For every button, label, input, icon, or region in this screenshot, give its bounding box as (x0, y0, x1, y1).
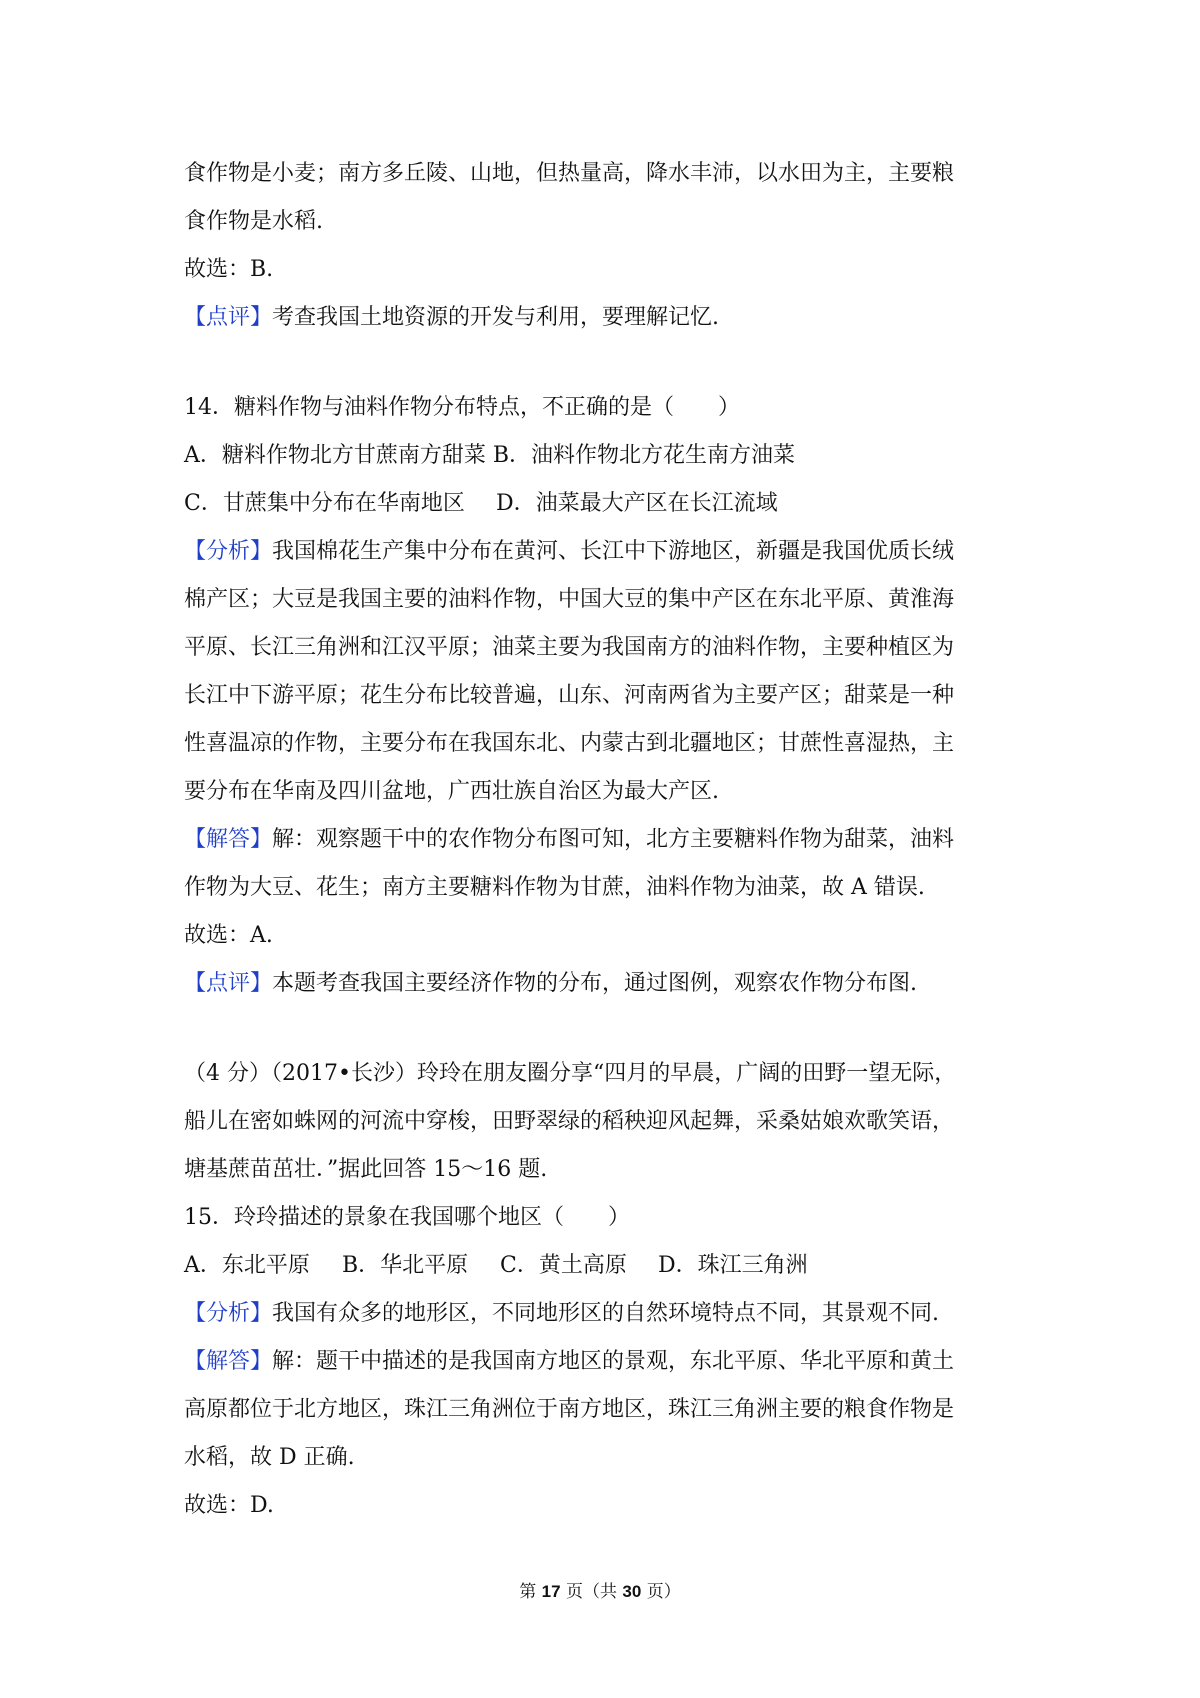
analysis-text: 长江中下游平原；花生分布比较普遍，山东、河南两省为主要产区；甜菜是一种 (184, 683, 955, 708)
analysis-text: 平原、长江三角洲和江汉平原；油菜主要为我国南方的油料作物，主要种植区为 (184, 635, 955, 660)
intro-line: 塘基蔗苗茁壮．”据此回答 15～16 题. (184, 1157, 548, 1182)
option-c: C．黄土高原 (500, 1253, 627, 1278)
analysis-tag: 【分析】 (184, 539, 273, 564)
answer-line (184, 816, 1024, 864)
answer-text: 水稻，故 D 正确. (184, 1445, 355, 1470)
analysis-line (184, 1290, 1024, 1338)
footer-middle: 页（共 (566, 1582, 617, 1602)
option-a: A．糖料作物北方甘蔗南方甜菜 (184, 443, 486, 468)
analysis-line (184, 528, 1024, 576)
answer-tag: 【解答】 (184, 827, 273, 852)
review-tag: 【点评】 (184, 305, 273, 330)
question-14-options-ab (184, 432, 1024, 480)
text-line: 食作物是水稻. (184, 209, 323, 234)
footer-suffix: 页） (646, 1582, 681, 1602)
question-15-options (184, 1242, 1024, 1290)
answer-text: 解：题干中描述的是我国南方地区的景观，东北平原、华北平原和黄土 (272, 1349, 955, 1374)
answer-text: 作物为大豆、花生；南方主要糖料作物为甘蔗，油料作物为油菜，故 A 错误. (184, 875, 925, 900)
question-14-options-cd (184, 480, 1024, 528)
option-b: B．油料作物北方花生南方油菜 (492, 443, 796, 468)
review-line (184, 960, 1024, 1008)
page-total: 30 (622, 1582, 642, 1601)
intro-line: 船儿在密如蛛网的河流中穿梭，田野翠绿的稻秧迎风起舞，采桑姑娘欢歌笑语， (184, 1109, 955, 1134)
answer-text: 解：观察题干中的农作物分布图可知，北方主要糖料作物为甜菜，油料 (272, 827, 955, 852)
analysis-text: 棉产区；大豆是我国主要的油料作物，中国大豆的集中产区在东北平原、黄淮海 (184, 587, 955, 612)
answer-text: 高原都位于北方地区，珠江三角洲位于南方地区，珠江三角洲主要的粮食作物是 (184, 1397, 955, 1422)
footer-prefix: 第 (519, 1582, 537, 1602)
page-content (184, 150, 1024, 1530)
question-15-stem: 15．玲玲描述的景象在我国哪个地区（ ） (184, 1205, 630, 1230)
option-d: D．油菜最大产区在长江流域 (496, 491, 778, 516)
choice-line: 故选：D. (184, 1493, 274, 1518)
review-text: 考查我国土地资源的开发与利用，要理解记忆. (272, 305, 720, 330)
question-14-stem: 14．糖料作物与油料作物分布特点，不正确的是（ ） (184, 395, 740, 420)
option-c: C．甘蔗集中分布在华南地区 (184, 491, 465, 516)
review-line (184, 294, 1024, 342)
page-footer (0, 1577, 1200, 1602)
page-number: 17 (541, 1582, 561, 1601)
option-a: A．东北平原 (184, 1253, 310, 1278)
option-b: B．华北平原 (342, 1253, 469, 1278)
analysis-text: 要分布在华南及四川盆地，广西壮族自治区为最大产区. (184, 779, 719, 804)
analysis-tag: 【分析】 (184, 1301, 273, 1326)
intro-line: （4 分）（2017•长沙）玲玲在朋友圈分享“四月的早晨，广阔的田野一望无际， (184, 1061, 957, 1086)
text-line: 食作物是小麦；南方多丘陵、山地，但热量高，降水丰沛，以水田为主，主要粮 (184, 161, 955, 186)
analysis-text: 我国棉花生产集中分布在黄河、长江中下游地区，新疆是我国优质长绒 (272, 539, 955, 564)
review-tag: 【点评】 (184, 971, 273, 996)
analysis-text: 我国有众多的地形区，不同地形区的自然环境特点不同，其景观不同. (272, 1301, 940, 1326)
analysis-text: 性喜温凉的作物，主要分布在我国东北、内蒙古到北疆地区；甘蔗性喜湿热，主 (184, 731, 955, 756)
option-d: D．珠江三角洲 (658, 1253, 808, 1278)
choice-line: 故选：B. (184, 257, 274, 282)
choice-line: 故选：A. (184, 923, 273, 948)
review-text: 本题考查我国主要经济作物的分布，通过图例，观察农作物分布图. (272, 971, 918, 996)
answer-tag: 【解答】 (184, 1349, 273, 1374)
answer-line (184, 1338, 1024, 1386)
